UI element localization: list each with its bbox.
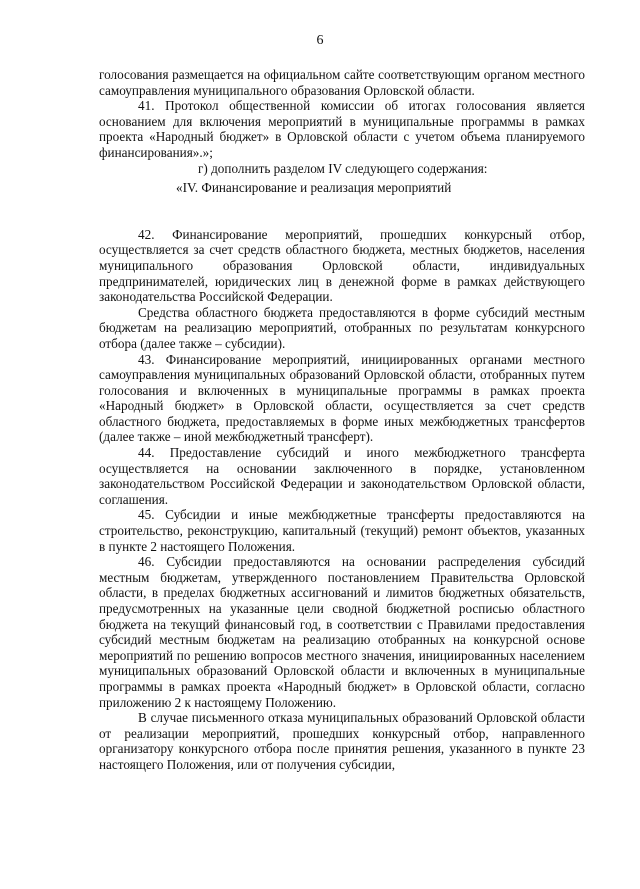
- section-heading: «IV. Финансирование и реализация мероприятий: [176, 180, 452, 196]
- paragraph-41: 41. Протокол общественной комиссии об итогах голосования является основанием для включения мероприятий в муниципальные программы в рамках проекта «Народный бюджет» в Орловской области с учетом объема планируемого финансирования».»;: [99, 98, 585, 160]
- paragraph-subitem-g: г) дополнить разделом IV следующего содержания:: [198, 160, 488, 176]
- paragraph-45: 45. Субсидии и иные межбюджетные трансферты предоставляются на строительство, реконструкцию, капитальный (текущий) ремонт объектов, указанных в пункте 2 настоящего Положения.: [99, 507, 585, 554]
- paragraph-44: 44. Предоставление субсидий и иного межбюджетного трансферта осуществляется на основании заключенного в порядке, установленном законодательством Российской Федерации и законодательством Орловской области, соглашения.: [99, 445, 585, 507]
- paragraph-46: 46. Субсидии предоставляются на основании распределения субсидий местным бюджетам, утвержденного постановлением Правительства Орловской области, в пределах бюджетных ассигнований и лимитов бюджетных обязательств, предусмотренных на указанные цели сводной бюджетной росписью областного бюджета на текущий финансовый год, в соответствии с Правилами предоставления субсидий местным бюджетам на реализацию отобранных на конкурсной основе мероприятий по решению вопросов местного значения, инициированных населением муниципальных образований Орловской области и включенных в муниципальные программы в рамках проекта «Народный бюджет» в Орловской области, согласно приложению 2 к настоящему Положению.: [99, 554, 585, 710]
- paragraph-46-continued: В случае письменного отказа муниципальных образований Орловской области от реализации мероприятий, прошедших конкурсный отбор, направленного организатору конкурсного отбора после принятия решения, указанного в пункте 23 настоящего Положения, или от получения субсидии,: [99, 710, 585, 772]
- paragraph-42: 42. Финансирование мероприятий, прошедших конкурсный отбор, осуществляется за счет средств областного бюджета, местных бюджетов, населения муниципального образования Орловской области, индивидуальных предпринимателей, юридических лиц в денежной форме в рамках действующего законодательства Российской Федерации.: [99, 226, 585, 305]
- page-number: 6: [316, 33, 324, 48]
- paragraph-42-continued: Средства областного бюджета предоставляются в форме субсидий местным бюджетам на реализацию мероприятий, отобранных по результатам конкурсного отбора (далее также – субсидии).: [99, 304, 585, 351]
- paragraph-43: 43. Финансирование мероприятий, инициированных органами местного самоуправления муниципальных образований Орловской области, отобранных путем голосования и включенных в муниципальные программы в рамках проекта «Народный бюджет» в Орловской области, осуществляется за счет средств областного бюджета, предоставляемых в форме иных межбюджетных трансфертов (далее также – иной межбюджетный трансферт).: [99, 351, 585, 445]
- spacer: [99, 196, 585, 227]
- document-body: [99, 67, 585, 773]
- paragraph-continuation: голосования размещается на официальном сайте соответствующим органом местного самоуправления муниципального образования Орловской области.: [99, 67, 585, 98]
